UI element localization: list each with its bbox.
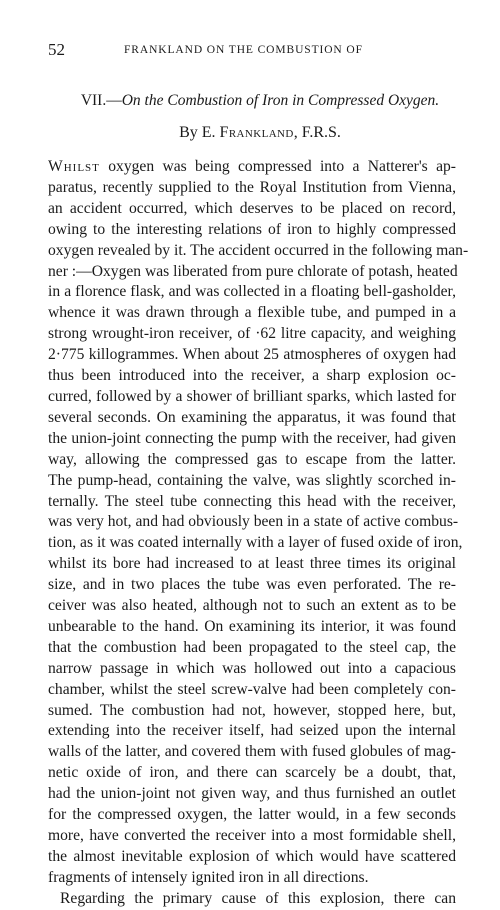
- text-line: an accident occurred, which deserves to be placed on record,: [48, 199, 456, 217]
- author-name: Frankland: [219, 124, 294, 141]
- text-line: whilst its bore had increased to at least three times its original: [48, 555, 456, 573]
- text-line: curred, followed by a shower of brilliant sparks, which lasted for: [48, 387, 456, 405]
- text-line: the union-joint connecting the pump with the receiver, had given: [48, 429, 456, 447]
- text-line: Regarding the primary cause of this explosion, there can: [60, 889, 456, 907]
- text-line: netic oxide of iron, and there can scarcely be a doubt, that,: [48, 764, 456, 782]
- text-line: extending into the receiver itself, had seized upon the internal: [48, 722, 456, 740]
- paragraph-2: [48, 889, 456, 910]
- body-text: [48, 157, 469, 910]
- text-line: fragments of intensely ignited iron in all directions.: [48, 868, 369, 886]
- running-title: FRANKLAND ON THE COMBUSTION OF: [124, 44, 363, 56]
- text-line: that the combustion had been propagated to the steel cap, the: [48, 638, 456, 656]
- text-line: sumed. The combustion had not, however, stopped here, but,: [48, 701, 456, 719]
- text-line: size, and in two places the tube was even perforated. The re-: [48, 576, 456, 594]
- text-line: had the union-joint not given way, and thus furnished an outlet: [48, 785, 456, 803]
- text-line: paratus, recently supplied to the Royal Institution from Vienna,: [48, 178, 456, 196]
- text-line: several seconds. On examining the apparatus, it was found that: [48, 408, 456, 426]
- text-line: tion, as it was coated internally with a layer of fused oxide of iron,: [48, 534, 463, 552]
- text-line: oxygen revealed by it. The accident occurred in the following man-: [48, 241, 469, 259]
- section-title: [48, 91, 456, 111]
- byline: [48, 123, 456, 143]
- text-line: ternally. The steel tube connecting this head with the receiver,: [48, 492, 456, 510]
- text-line: whence it was drawn through a flexible tube, and pumped in a: [48, 304, 456, 322]
- text-line: narrow passage in which was hollowed out into a capacious: [48, 659, 456, 677]
- drop-word: Whilst: [48, 158, 100, 175]
- line-text: oxygen was being compressed into a Natterer's ap-: [99, 158, 456, 175]
- text-line: owing to the interesting relations of iron to highly compressed: [48, 220, 456, 238]
- section-title-text: On the Combustion of Iron in Compressed Oxygen.: [121, 92, 440, 109]
- running-head: [48, 40, 456, 60]
- text-line: the almost inevitable explosion of which would have scattered: [48, 847, 456, 865]
- page-number: 52: [48, 40, 65, 59]
- text-line: in a florence flask, and was collected in a floating bell-gasholder,: [48, 283, 456, 301]
- text-line: strong wrought-iron receiver, of ·62 litre capacity, and weighing: [48, 325, 456, 343]
- page: [48, 40, 469, 910]
- text-line: [48, 157, 456, 178]
- text-line: ner :—Oxygen was liberated from pure chlorate of potash, heated: [48, 262, 458, 280]
- text-line: for the compressed oxygen, the latter would, in a few seconds: [48, 806, 456, 824]
- text-line: chamber, whilst the steel screw-valve had been completely con-: [48, 680, 456, 698]
- text-line: was very hot, and had obviously been in a state of active combus-: [48, 513, 459, 531]
- byline-prefix: By E.: [179, 124, 216, 141]
- section-number: VII.—: [80, 92, 122, 109]
- text-line: unbearable to the hand. On examining its interior, it was found: [48, 617, 456, 635]
- byline-suffix: , F.R.S.: [293, 124, 341, 141]
- text-line: walls of the latter, and covered them with fused globules of mag-: [48, 743, 456, 761]
- paragraph-1: [48, 157, 469, 889]
- text-line: thus been introduced into the receiver, a sharp explosion oc-: [48, 367, 456, 385]
- text-line: more, have converted the receiver into a most formidable shell,: [48, 827, 456, 844]
- text-line: ceiver was also heated, although not to such an extent as to be: [48, 597, 456, 615]
- text-line: The pump-head, containing the valve, was slightly scorched in-: [48, 471, 456, 489]
- text-line: way, allowing the compressed gas to escape from the latter.: [48, 450, 456, 468]
- text-line: 2·775 killogrammes. When about 25 atmospheres of oxygen had: [48, 346, 456, 364]
